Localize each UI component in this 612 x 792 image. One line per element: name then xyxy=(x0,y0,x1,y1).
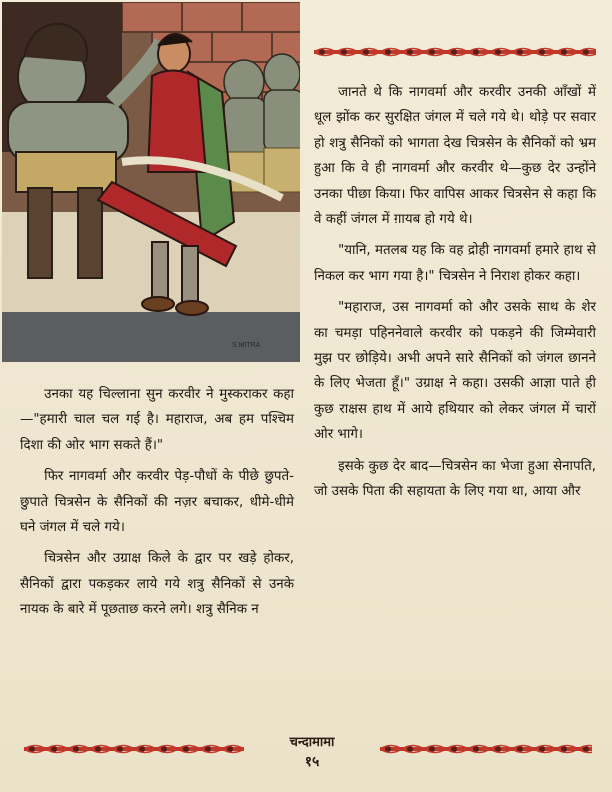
decorative-border-bottom-left xyxy=(24,741,244,755)
paragraph: "यानि, मतलब यह कि वह द्रोही नागवर्मा हमारे हाथ से निकल कर भाग गया है।" चित्रसेन ने निराश होकर कहा। xyxy=(314,243,596,284)
border-pattern xyxy=(314,45,596,58)
border-pattern xyxy=(24,742,244,755)
decorative-border-top xyxy=(314,44,596,58)
border-pattern xyxy=(380,742,592,755)
paragraph: चित्रसेन और उग्राक्ष किले के द्वार पर खड़े होकर, सैनिकों द्वारा पकड़कर लाये गये शत्रु सैनिकों से उनके नायक के बारे में पूछताछ करने लगे। शत्रु सैनिक न xyxy=(20,551,294,618)
magazine-title: चन्दामामा xyxy=(289,735,335,750)
paragraph: इसके कुछ देर बाद—चित्रसेन का भेजा हुआ सेनापति, जो उसके पिता की सहायता के लिए गया था, आया और xyxy=(314,458,596,500)
page-number: १५ xyxy=(304,754,320,770)
paragraph: फिर नागवर्मा और करवीर पेड़-पौधों के पीछे छुपते-छुपाते चित्रसेन के सैनिकों की नज़र बचाकर, धीमे-धीमे घने जंगल में चले गये। xyxy=(20,469,294,536)
artist-signature: S.MITRA xyxy=(232,342,261,349)
right-text-column xyxy=(314,80,596,505)
story-illustration xyxy=(2,2,300,362)
illustration-drawing xyxy=(2,2,300,362)
paragraph: जानते थे कि नागवर्मा और करवीर उनकी आँखों में धूल झोंक कर सुरक्षित जंगल में चले गये थे। थोड़े पर सवार हो शत्रु सैनिकों को भागता देख चित्रसेन के सैनिकों को भ्रम हुआ कि वे ही नागवर्मा और करवीर थे—कुछ देर उन्होंने उनका पीछा किया। फिर वापिस आकर चित्रसेन से कहा कि वे कहीं जंगल में ग़ायब हो गये थे। xyxy=(314,85,596,228)
paragraph: उनका यह चिल्लाना सुन करवीर ने मुस्कराकर कहा—"हमारी चाल चल गई है। महाराज, अब हम पश्चिम दिशा की ओर भाग सकते हैं।" xyxy=(20,387,294,453)
left-text-column xyxy=(20,382,294,623)
decorative-border-bottom-right xyxy=(380,741,592,755)
paragraph: "महाराज, उस नागवर्मा को और उसके साथ के शेर का चमड़ा पहिननेवाले करवीर को पकड़ने की जिम्मेवारी मुझ पर छोड़िये। अभी अपने सारे सैनिकों को जंगल छानने के लिए भेजता हूँ।" उग्राक्ष ने कहा। उसकी आज्ञा पाते ही कुछ राक्षस हाथ में आये हथियार को लेकर जंगल में चारों ओर भागे। xyxy=(314,300,596,443)
